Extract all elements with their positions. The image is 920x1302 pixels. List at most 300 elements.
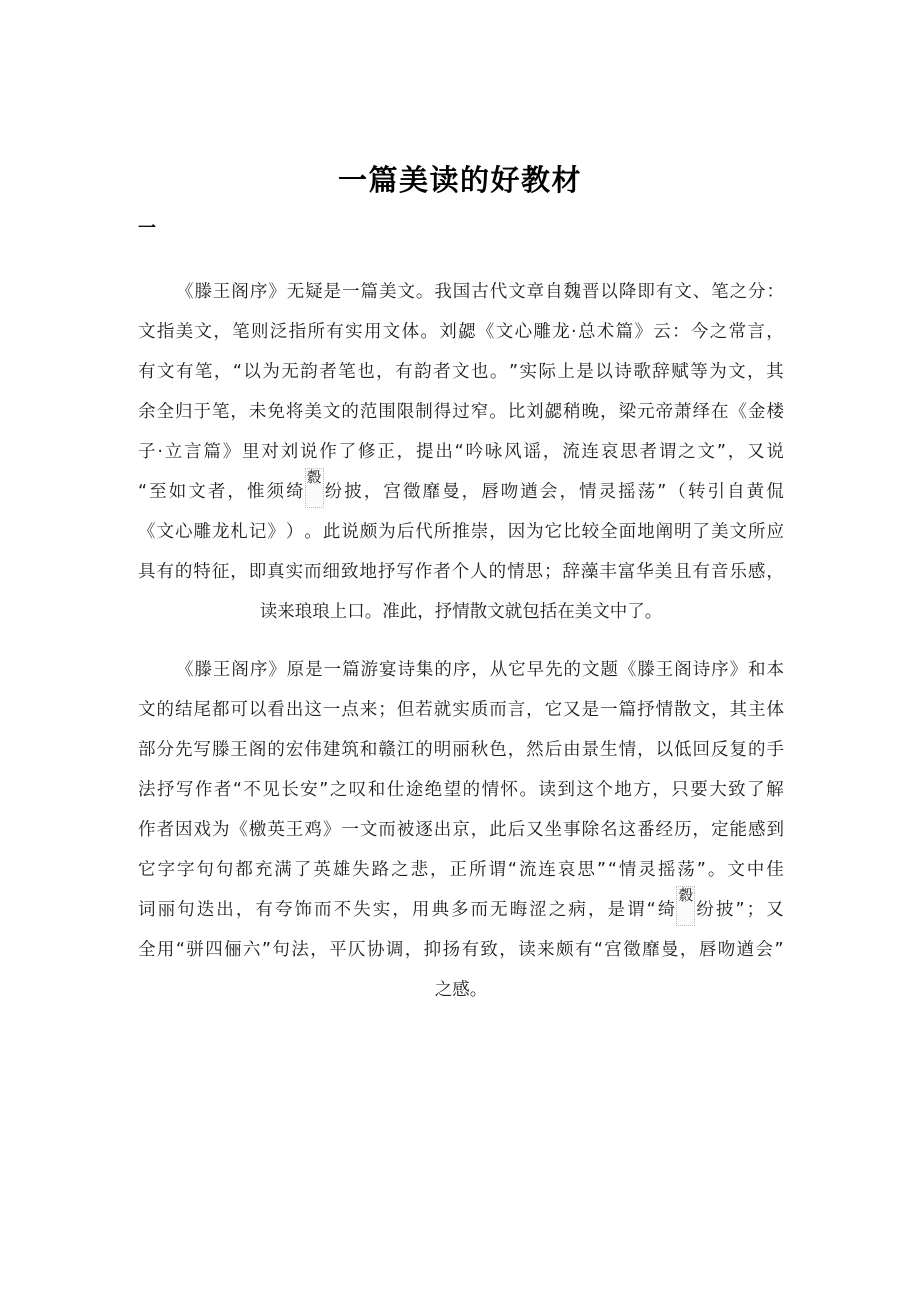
- glyph: 诗: [692, 660, 711, 680]
- glyph: 特: [193, 562, 211, 582]
- glyph: 细: [322, 562, 341, 582]
- glyph: 美: [711, 522, 729, 542]
- glyph: ；: [746, 900, 765, 920]
- paragraph-line-with-glyph: [138, 886, 784, 930]
- glyph: 之: [709, 322, 728, 342]
- glyph: 写: [396, 562, 414, 582]
- glyph: 勰: [458, 322, 476, 342]
- glyph: 《: [618, 660, 637, 680]
- glyph: 文: [508, 282, 526, 302]
- glyph: 藻: [580, 562, 599, 582]
- paragraph-line: [138, 690, 784, 730]
- glyph: 咏: [484, 442, 503, 462]
- glyph: 我: [434, 282, 452, 302]
- glyph: 刘: [280, 442, 299, 462]
- glyph: 这: [618, 820, 637, 840]
- glyph: 未: [248, 402, 267, 422]
- glyph: 了: [293, 860, 312, 880]
- glyph: 一: [322, 700, 341, 720]
- glyph: 由: [563, 740, 581, 760]
- glyph: 。: [707, 860, 726, 880]
- glyph: 分: [748, 282, 766, 302]
- glyph: 摇: [618, 482, 636, 502]
- glyph: 》: [267, 522, 285, 542]
- paragraph-line: 读来琅琅上口。准此，抒情散文就包括在美文中了。: [259, 602, 663, 622]
- glyph: 情: [618, 740, 637, 760]
- glyph: 来: [359, 700, 378, 720]
- glyph: 游: [360, 660, 379, 680]
- glyph: 用: [363, 322, 382, 342]
- glyph: 荡: [637, 482, 656, 502]
- glyph: 有: [175, 362, 194, 382]
- glyph: 它: [544, 522, 563, 542]
- glyph: 等: [690, 362, 708, 382]
- glyph: 有: [461, 940, 479, 960]
- glyph: 到: [557, 780, 575, 800]
- glyph: 英: [267, 820, 285, 840]
- glyph: 先: [174, 740, 193, 760]
- glyph: 为: [709, 362, 727, 382]
- glyph: 不: [243, 780, 261, 800]
- glyph: ”: [596, 860, 606, 880]
- glyph: ，: [430, 860, 448, 880]
- glyph: 自: [545, 282, 563, 302]
- glyph: 会: [539, 482, 558, 502]
- glyph: 典: [431, 900, 449, 920]
- glyph: 宴: [378, 660, 397, 680]
- glyph: 刘: [439, 322, 457, 342]
- glyph: 佳: [766, 860, 784, 880]
- glyph: ）: [285, 522, 304, 542]
- glyph: 文: [581, 660, 600, 680]
- glyph: 戏: [193, 820, 211, 840]
- glyph: 颇: [556, 940, 574, 960]
- glyph: 句: [196, 860, 214, 880]
- glyph: 谓: [658, 442, 677, 462]
- glyph: 阁: [231, 282, 249, 302]
- glyph: 灵: [638, 860, 656, 880]
- glyph: 来: [537, 940, 555, 960]
- glyph: 有: [138, 362, 156, 382]
- glyph: 有: [395, 362, 413, 382]
- glyph: 夸: [274, 900, 293, 920]
- glyph: 而: [489, 700, 507, 720]
- glyph: 者: [639, 442, 658, 462]
- glyph: 作: [414, 562, 433, 582]
- glyph: 写: [175, 780, 194, 800]
- glyph: 绮: [657, 900, 676, 920]
- glyph: 致: [728, 780, 746, 800]
- glyph: ，: [227, 482, 245, 502]
- glyph: 病: [568, 900, 586, 920]
- glyph: 雕: [193, 522, 211, 542]
- glyph: 实: [345, 322, 363, 342]
- glyph: 降: [618, 282, 637, 302]
- glyph: 言: [184, 442, 202, 462]
- paragraph-line: [138, 810, 784, 850]
- glyph: 代: [489, 282, 508, 302]
- glyph: 除: [581, 820, 600, 840]
- glyph: 韵: [414, 362, 432, 382]
- glyph: 美: [378, 282, 397, 302]
- glyph: 和: [748, 660, 766, 680]
- glyph: （: [668, 482, 686, 502]
- glyph: 惟: [246, 482, 265, 502]
- glyph: 说: [341, 522, 359, 542]
- glyph: 复: [729, 740, 747, 760]
- glyph: ，: [559, 482, 577, 502]
- glyph: ，: [235, 900, 254, 920]
- glyph: 抒: [377, 562, 396, 582]
- glyph: ”: [716, 442, 726, 462]
- glyph: 因: [174, 820, 193, 840]
- glyph: 人: [470, 562, 488, 582]
- glyph: 说: [300, 442, 318, 462]
- glyph: 所: [468, 860, 487, 880]
- glyph: ”: [696, 860, 706, 880]
- glyph: “: [454, 442, 464, 462]
- glyph: 词: [138, 900, 156, 920]
- glyph: 出: [435, 442, 453, 462]
- glyph: 一: [341, 820, 359, 840]
- glyph: 文: [397, 282, 415, 302]
- glyph: 诗: [397, 660, 415, 680]
- glyph: 者: [433, 562, 451, 582]
- glyph: 叹: [348, 780, 367, 800]
- glyph: “: [232, 362, 242, 382]
- glyph: 明: [674, 522, 692, 542]
- glyph: 作: [194, 780, 213, 800]
- glyph: 它: [544, 700, 563, 720]
- glyph: 即: [248, 562, 267, 582]
- glyph: 无: [286, 282, 305, 302]
- glyph: 疑: [305, 282, 323, 302]
- glyph: 。: [519, 780, 537, 800]
- glyph: 多: [451, 900, 469, 920]
- glyph: ，: [727, 442, 746, 462]
- glyph: 晚: [581, 402, 600, 422]
- glyph: 地: [637, 522, 655, 542]
- glyph: 阐: [655, 522, 674, 542]
- glyph: 为: [211, 820, 230, 840]
- glyph: 遒: [736, 940, 755, 960]
- glyph: 句: [177, 900, 195, 920]
- glyph: 出: [216, 900, 234, 920]
- glyph: 龙: [552, 322, 570, 342]
- glyph: 笔: [711, 282, 729, 302]
- glyph: 过: [452, 402, 470, 422]
- glyph: 的: [462, 780, 481, 800]
- glyph: 稍: [563, 402, 581, 422]
- glyph: 也: [357, 362, 375, 382]
- glyph: 勰: [544, 402, 563, 422]
- glyph: 情: [507, 562, 525, 582]
- glyph: 抒: [637, 700, 655, 720]
- glyph: 以: [595, 362, 613, 382]
- glyph: 都: [235, 860, 253, 880]
- glyph: 曼: [661, 940, 679, 960]
- glyph: 美: [304, 402, 322, 422]
- glyph: 也: [471, 362, 489, 382]
- glyph: 华: [636, 562, 654, 582]
- glyph: 者: [433, 362, 451, 382]
- glyph: 低: [674, 740, 692, 760]
- glyph: 但: [396, 700, 415, 720]
- glyph: 迭: [196, 900, 215, 920]
- glyph: 是: [305, 660, 323, 680]
- glyph: 具: [138, 562, 156, 582]
- glyph: 以: [243, 362, 261, 382]
- glyph: 。: [304, 522, 322, 542]
- glyph: 》: [222, 442, 241, 462]
- glyph: 笔: [194, 362, 213, 382]
- glyph: 抑: [423, 940, 442, 960]
- glyph: 赣: [378, 740, 396, 760]
- glyph: 番: [637, 820, 655, 840]
- glyph: 平: [329, 940, 347, 960]
- glyph: 篇: [342, 660, 360, 680]
- glyph: 一: [600, 700, 618, 720]
- glyph: 手: [766, 740, 784, 760]
- glyph: 体: [401, 322, 420, 342]
- glyph: 龙: [211, 522, 230, 542]
- glyph: 法: [291, 940, 309, 960]
- glyph: 丰: [599, 562, 617, 582]
- glyph: 《: [176, 282, 194, 302]
- glyph: “: [507, 860, 517, 880]
- glyph: 了: [692, 522, 711, 542]
- glyph: 哀: [557, 860, 576, 880]
- glyph: ，: [489, 522, 507, 542]
- glyph: 者: [319, 362, 337, 382]
- glyph: 又: [766, 900, 784, 920]
- glyph: 制: [415, 402, 433, 422]
- glyph: ，: [471, 660, 489, 680]
- glyph: 说: [766, 442, 784, 462]
- glyph: 魏: [563, 282, 582, 302]
- glyph: 常: [728, 322, 747, 342]
- glyph: ，: [213, 362, 232, 382]
- glyph: 从: [489, 660, 508, 680]
- glyph: 云: [653, 322, 671, 342]
- glyph: 绮: [286, 482, 304, 502]
- glyph: 京: [452, 820, 470, 840]
- glyph: 者: [213, 780, 232, 800]
- glyph: 筑: [341, 740, 359, 760]
- glyph: 的: [415, 740, 433, 760]
- glyph: 地: [614, 780, 632, 800]
- glyph: 。: [415, 282, 434, 302]
- glyph: 乐: [729, 562, 747, 582]
- glyph: 所: [433, 522, 452, 542]
- glyph: 文: [382, 322, 401, 342]
- glyph: 作: [319, 442, 337, 462]
- glyph: 元: [637, 402, 655, 422]
- glyph: ”: [508, 362, 519, 382]
- glyph: 无: [281, 362, 299, 382]
- glyph: 会: [755, 940, 774, 960]
- glyph: 真: [267, 562, 285, 582]
- glyph: 又: [563, 700, 581, 720]
- glyph: 因: [507, 522, 526, 542]
- glyph: 吟: [465, 442, 484, 462]
- glyph: “: [138, 482, 148, 502]
- glyph: 思: [577, 860, 595, 880]
- glyph: ，: [230, 402, 248, 422]
- glyph: 实: [372, 900, 391, 920]
- glyph: 六: [243, 940, 261, 960]
- glyph: 若: [415, 700, 433, 720]
- glyph: 面: [618, 522, 637, 542]
- glyph: 句: [272, 940, 290, 960]
- glyph: 风: [504, 442, 522, 462]
- glyph: 后: [396, 522, 415, 542]
- glyph: 失: [352, 860, 370, 880]
- glyph: 而: [304, 562, 322, 582]
- glyph: 言: [507, 700, 526, 720]
- glyph: 丽: [452, 740, 470, 760]
- glyph: 篇: [203, 442, 221, 462]
- glyph: 有: [574, 940, 593, 960]
- glyph: 不: [333, 900, 352, 920]
- glyph: ，: [404, 940, 423, 960]
- glyph: 归: [174, 402, 193, 422]
- glyph: 有: [156, 562, 174, 582]
- glyph: 伟: [304, 740, 322, 760]
- glyph: 之: [678, 442, 696, 462]
- glyph: 集: [415, 660, 434, 680]
- glyph: 体: [766, 700, 784, 720]
- glyph: 生: [600, 740, 618, 760]
- paragraph-line: [138, 432, 784, 472]
- glyph: 文: [359, 820, 378, 840]
- glyph: 后: [544, 740, 563, 760]
- glyph: 、: [692, 282, 711, 302]
- glyph: ，: [507, 740, 526, 760]
- glyph: 丽: [157, 900, 176, 920]
- glyph: 札: [230, 522, 248, 542]
- glyph: 文: [697, 442, 715, 462]
- glyph: 思: [620, 442, 638, 462]
- glyph: 用: [411, 900, 430, 920]
- glyph: 应: [766, 522, 784, 542]
- glyph: 宏: [285, 740, 304, 760]
- glyph: 滕: [637, 660, 655, 680]
- glyph: 歌: [633, 362, 651, 382]
- paragraph-line: [138, 930, 784, 970]
- glyph: 荡: [677, 860, 695, 880]
- glyph: 唇: [481, 482, 499, 502]
- glyph: 宫: [383, 482, 401, 502]
- glyph: 王: [212, 282, 231, 302]
- glyph: 被: [396, 820, 415, 840]
- glyph: 辞: [562, 562, 580, 582]
- glyph: 法: [138, 780, 156, 800]
- glyph: 实: [285, 562, 304, 582]
- glyph: 序: [452, 660, 471, 680]
- glyph: 音: [711, 562, 729, 582]
- glyph: 靡: [642, 940, 660, 960]
- glyph: 楼: [766, 402, 784, 422]
- glyph: 作: [138, 820, 156, 840]
- glyph: “: [607, 860, 617, 880]
- glyph: 得: [433, 402, 452, 422]
- glyph: 》: [322, 820, 341, 840]
- glyph: 路: [371, 860, 390, 880]
- glyph: 有: [326, 322, 344, 342]
- paragraph-line: [138, 730, 784, 770]
- glyph: 它: [138, 860, 156, 880]
- glyph: 是: [576, 362, 594, 382]
- glyph: 本: [766, 660, 784, 680]
- glyph: 笔: [338, 362, 356, 382]
- glyph: ，: [542, 442, 561, 462]
- glyph: ，: [652, 780, 670, 800]
- glyph: 情: [579, 482, 597, 502]
- glyph: 早: [526, 660, 545, 680]
- glyph: 至: [149, 482, 167, 502]
- glyph: ，: [766, 322, 784, 342]
- glyph: 明: [433, 740, 452, 760]
- glyph: 饰: [294, 900, 312, 920]
- glyph: 文: [322, 402, 341, 422]
- glyph: 雄: [332, 860, 351, 880]
- glyph: 文: [729, 522, 747, 542]
- glyph: “: [232, 780, 242, 800]
- glyph: ，: [230, 562, 248, 582]
- glyph: ”: [735, 900, 745, 920]
- glyph: 是: [581, 700, 600, 720]
- glyph: 文: [138, 322, 156, 342]
- glyph: 都: [211, 700, 230, 720]
- glyph: 》: [634, 322, 652, 342]
- glyph: 记: [248, 522, 267, 542]
- glyph: 无: [490, 900, 508, 920]
- glyph: 在: [711, 402, 729, 422]
- glyph: 滕: [211, 740, 230, 760]
- glyph: 所: [307, 322, 325, 342]
- glyph: 征: [211, 562, 230, 582]
- glyph: 文: [727, 860, 745, 880]
- glyph: 灵: [598, 482, 617, 502]
- glyph: 主: [747, 700, 766, 720]
- glyph: 曼: [442, 482, 460, 502]
- glyph: 悲: [410, 860, 429, 880]
- glyph: 《: [476, 322, 495, 342]
- glyph: 谓: [627, 900, 645, 920]
- glyph: 一: [323, 660, 342, 680]
- glyph: 句: [215, 860, 234, 880]
- paragraph-line-with-glyph: [138, 468, 784, 512]
- glyph: 之: [548, 900, 567, 920]
- glyph: 要: [690, 780, 708, 800]
- glyph: 》: [268, 660, 286, 680]
- glyph: 言: [747, 322, 765, 342]
- glyph: 《: [230, 820, 248, 840]
- glyph: 上: [557, 362, 575, 382]
- glyph: 的: [563, 660, 582, 680]
- glyph: ，: [461, 482, 480, 502]
- glyph: 术: [596, 322, 615, 342]
- glyph: 回: [692, 740, 711, 760]
- glyph: 鸡: [304, 820, 322, 840]
- glyph: 致: [340, 562, 359, 582]
- glyph: 题: [600, 660, 618, 680]
- glyph: 历: [674, 820, 692, 840]
- glyph: 泛: [269, 322, 288, 342]
- glyph: 看: [267, 700, 285, 720]
- paragraph-line: [138, 650, 784, 690]
